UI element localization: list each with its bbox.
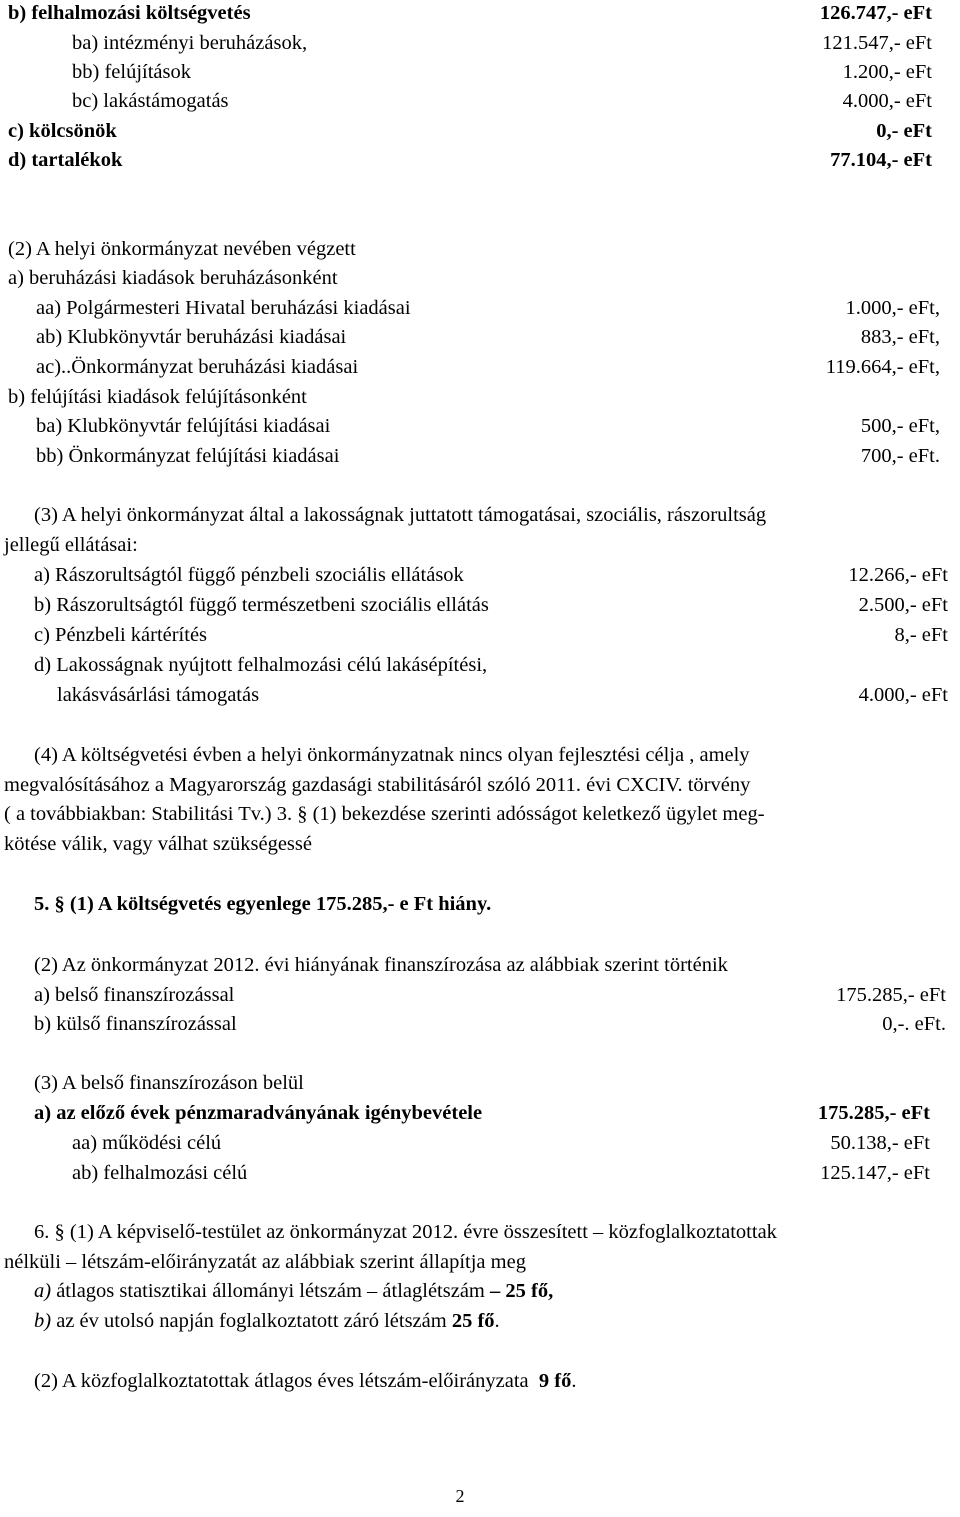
paragraph-line: kötése válik, vagy válhat szükségessé xyxy=(4,833,312,855)
amount-value: 500,- eFt, xyxy=(860,415,940,437)
amount-value: 50.138,- eFt xyxy=(830,1132,930,1154)
budget-item-label: aa) működési célú xyxy=(72,1132,222,1154)
budget-item-label: aa) Polgármesteri Hivatal beruházási kiadásai xyxy=(36,297,411,319)
list-item: b) az év utolsó napján foglalkoztatott záró létszám 25 fő. xyxy=(34,1310,500,1332)
list-item-value: – 25 fő, xyxy=(490,1280,554,1302)
budget-item-label: ac)..Önkormányzat beruházási kiadásai xyxy=(36,356,359,378)
paragraph-value: 9 fő xyxy=(538,1370,572,1392)
budget-item-label: a) az előző évek pénzmaradványának igénybevétele xyxy=(34,1102,483,1124)
paragraph-line: a) beruházási kiadások beruházásonként xyxy=(8,267,338,289)
amount-value: 125.147,- eFt xyxy=(820,1162,930,1184)
paragraph-line: (4) A költségvetési évben a helyi önkormányzatnak nincs olyan fejlesztési célja , amely xyxy=(34,744,750,766)
list-marker: b) xyxy=(34,1310,52,1332)
budget-item-label: d) Lakosságnak nyújtott felhalmozási célú lakásépítési, xyxy=(34,654,488,676)
budget-item-label: a) belső finanszírozással xyxy=(34,984,235,1006)
budget-item-label: a) Rászorultságtól függő pénzbeli szociális ellátások xyxy=(34,564,464,586)
budget-item-label: b) Rászorultságtól függő természetbeni szociális ellátás xyxy=(34,594,489,616)
paragraph-line: ( a továbbiakban: Stabilitási Tv.) 3. § (1) bekezdése szerinti adósságot keletkező ügylet meg- xyxy=(4,803,765,825)
budget-item-label: d) tartalékok xyxy=(8,149,123,171)
amount-value: 1.000,- eFt, xyxy=(845,297,940,319)
amount-value: 8,- eFt xyxy=(894,624,948,646)
list-marker: a) xyxy=(34,1280,52,1302)
budget-item-label: bb) felújítások xyxy=(72,61,191,83)
amount-value: 4.000,- eFt xyxy=(858,684,948,706)
amount-value: 4.000,- eFt xyxy=(842,90,932,112)
paragraph-line: nélküli – létszám-előirányzatát az alábbiak szerint állapítja meg xyxy=(4,1251,526,1273)
amount-value: 1.200,- eFt xyxy=(842,61,932,83)
paragraph-line: (3) A helyi önkormányzat által a lakosságnak juttatott támogatásai, szociális, rászorultság xyxy=(34,504,767,526)
paragraph-line: jellegű ellátásai: xyxy=(4,534,138,556)
budget-item-label: b) külső finanszírozással xyxy=(34,1013,237,1035)
page-number: 2 xyxy=(455,1486,465,1506)
budget-item-label: lakásvásárlási támogatás xyxy=(57,684,260,706)
amount-value: 0,- eFt xyxy=(876,120,932,142)
section-heading: b) felhalmozási költségvetés xyxy=(8,2,251,24)
list-item-text: az év utolsó napján foglalkoztatott záró létszám xyxy=(56,1310,447,1332)
amount-value: 700,- eFt. xyxy=(860,445,940,467)
amount-value: 0,-. eFt. xyxy=(882,1013,946,1035)
budget-item-label: c) Pénzbeli kártérítés xyxy=(34,624,208,646)
amount-value: 77.104,- eFt xyxy=(830,149,932,171)
paragraph-line: (3) A belső finanszírozáson belül xyxy=(34,1072,304,1094)
paragraph-line: (2) A helyi önkormányzat nevében végzett xyxy=(8,238,356,260)
amount-value: 175.285,- eFt xyxy=(836,984,946,1006)
paragraph-line: 6. § (1) A képviselő-testület az önkormányzat 2012. évre összesített – közfoglalkoztatottak xyxy=(34,1221,777,1243)
amount-value: 2.500,- eFt xyxy=(858,594,948,616)
paragraph-line: b) felújítási kiadások felújításonként xyxy=(8,386,307,408)
list-item-value: 25 fő xyxy=(451,1310,495,1332)
budget-item-label: ba) Klubkönyvtár felújítási kiadásai xyxy=(36,415,331,437)
amount-value: 126.747,- eFt xyxy=(819,2,932,24)
amount-value: 883,- eFt, xyxy=(860,326,940,348)
paragraph-line: (2) Az önkormányzat 2012. évi hiányának finanszírozása az alábbiak szerint történik xyxy=(34,954,728,976)
paragraph-line: megvalósításához a Magyarország gazdasági stabilitásáról szóló 2011. évi CXCIV. törvény xyxy=(4,774,751,796)
budget-item-label: ab) felhalmozási célú xyxy=(72,1162,248,1184)
paragraph-line: (2) A közfoglalkoztatottak átlagos éves létszám-előirányzata 9 fő. xyxy=(34,1370,577,1392)
amount-value: 12.266,- eFt xyxy=(848,564,948,586)
amount-value: 121.547,- eFt xyxy=(822,32,932,54)
list-item xyxy=(34,1279,553,1303)
amount-value: 119.664,- eFt, xyxy=(825,356,940,378)
budget-item-label: ba) intézményi beruházások, xyxy=(72,32,308,54)
paragraph-text: (2) A közfoglalkoztatottak átlagos éves létszám-előirányzata xyxy=(34,1370,529,1392)
budget-item-label: ab) Klubkönyvtár beruházási kiadásai xyxy=(36,326,347,348)
budget-item-label: bb) Önkormányzat felújítási kiadásai xyxy=(36,445,340,467)
section-heading: 5. § (1) A költségvetés egyenlege 175.285,- e Ft hiány. xyxy=(34,893,492,915)
budget-item-label: c) kölcsönök xyxy=(8,120,117,142)
amount-value: 175.285,- eFt xyxy=(817,1102,930,1124)
list-item-text: átlagos statisztikai állományi létszám – átlaglétszám xyxy=(56,1280,485,1302)
budget-item-label: bc) lakástámogatás xyxy=(72,90,229,112)
